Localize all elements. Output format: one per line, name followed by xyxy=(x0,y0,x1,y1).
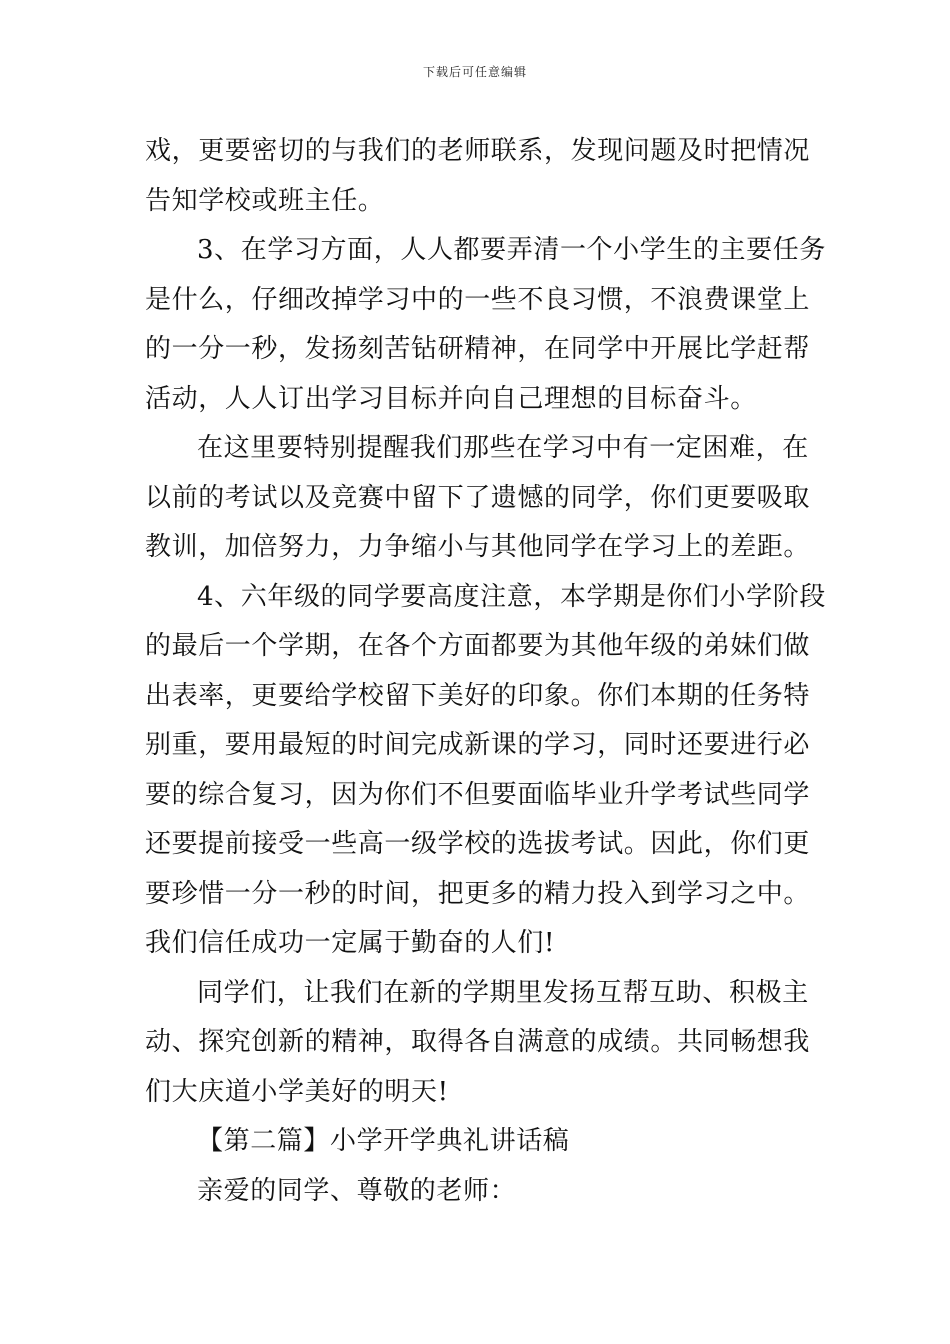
text-line: 我们信任成功一定属于勤奋的人们! xyxy=(145,928,556,958)
text-line: 是什么，仔细改掉学习中的一些不良习惯，不浪费课堂上 xyxy=(145,284,811,315)
paragraph xyxy=(145,226,826,424)
text-line: 要的综合复习，因为你们不但要面临毕业升学考试些同学 xyxy=(145,779,811,810)
text-line: 【第二篇】小学开学典礼讲话稿 xyxy=(197,1126,570,1156)
text-line: 戏，更要密切的与我们的老师联系，发现问题及时把情况 xyxy=(145,136,811,166)
text-line: 要珍惜一分一秒的时间，把更多的精力投入到学习之中。 xyxy=(145,878,811,909)
text-line: 在这里要特别提醒我们那些在学习中有一定困难，在 xyxy=(197,433,809,463)
salutation xyxy=(145,1167,807,1217)
text-line: 活动，人人订出学习目标并向自己理想的目标奋斗。 xyxy=(145,383,757,414)
text-line: 同学们，让我们在新的学期里发扬互帮互助、积极主 xyxy=(197,977,809,1008)
page-header: 下载后可任意编辑 xyxy=(422,65,527,79)
text-line: 教训，加倍努力，力争缩小与其他同学在学习上的差距。 xyxy=(145,532,811,562)
text-line: 们大庆道小学美好的明天! xyxy=(145,1076,449,1107)
section-heading xyxy=(145,1117,807,1167)
text-line: 的一分一秒，发扬刻苦钻研精神，在同学中开展比学赶帮 xyxy=(145,334,811,364)
text-line: 动、探究创新的精神，取得各自满意的成绩。共同畅想我 xyxy=(145,1027,811,1057)
text-line: 以前的考试以及竞赛中留下了遗憾的同学，你们更要吸取 xyxy=(145,482,811,513)
text-line: 3、在学习方面，人人都要弄清一个小学生的主要任务 xyxy=(197,235,826,265)
paragraph xyxy=(145,127,811,226)
text-line: 的最后一个学期，在各个方面都要为其他年级的弟妹们做 xyxy=(145,631,811,661)
text-line: 出表率，更要给学校留下美好的印象。你们本期的任务特 xyxy=(145,680,811,711)
text-line: 告知学校或班主任。 xyxy=(145,185,385,216)
document-body xyxy=(145,127,826,1216)
paragraph xyxy=(145,424,811,573)
paragraph xyxy=(145,969,811,1118)
text-line: 亲爱的同学、尊敬的老师： xyxy=(197,1175,517,1206)
paragraph xyxy=(145,573,826,969)
text-line: 4、六年级的同学要高度注意，本学期是你们小学阶段 xyxy=(197,581,826,612)
text-line: 还要提前接受一些高一级学校的选拔考试。因此，你们更 xyxy=(145,829,811,859)
text-line: 别重，要用最短的时间完成新课的学习，同时还要进行必 xyxy=(145,730,811,760)
